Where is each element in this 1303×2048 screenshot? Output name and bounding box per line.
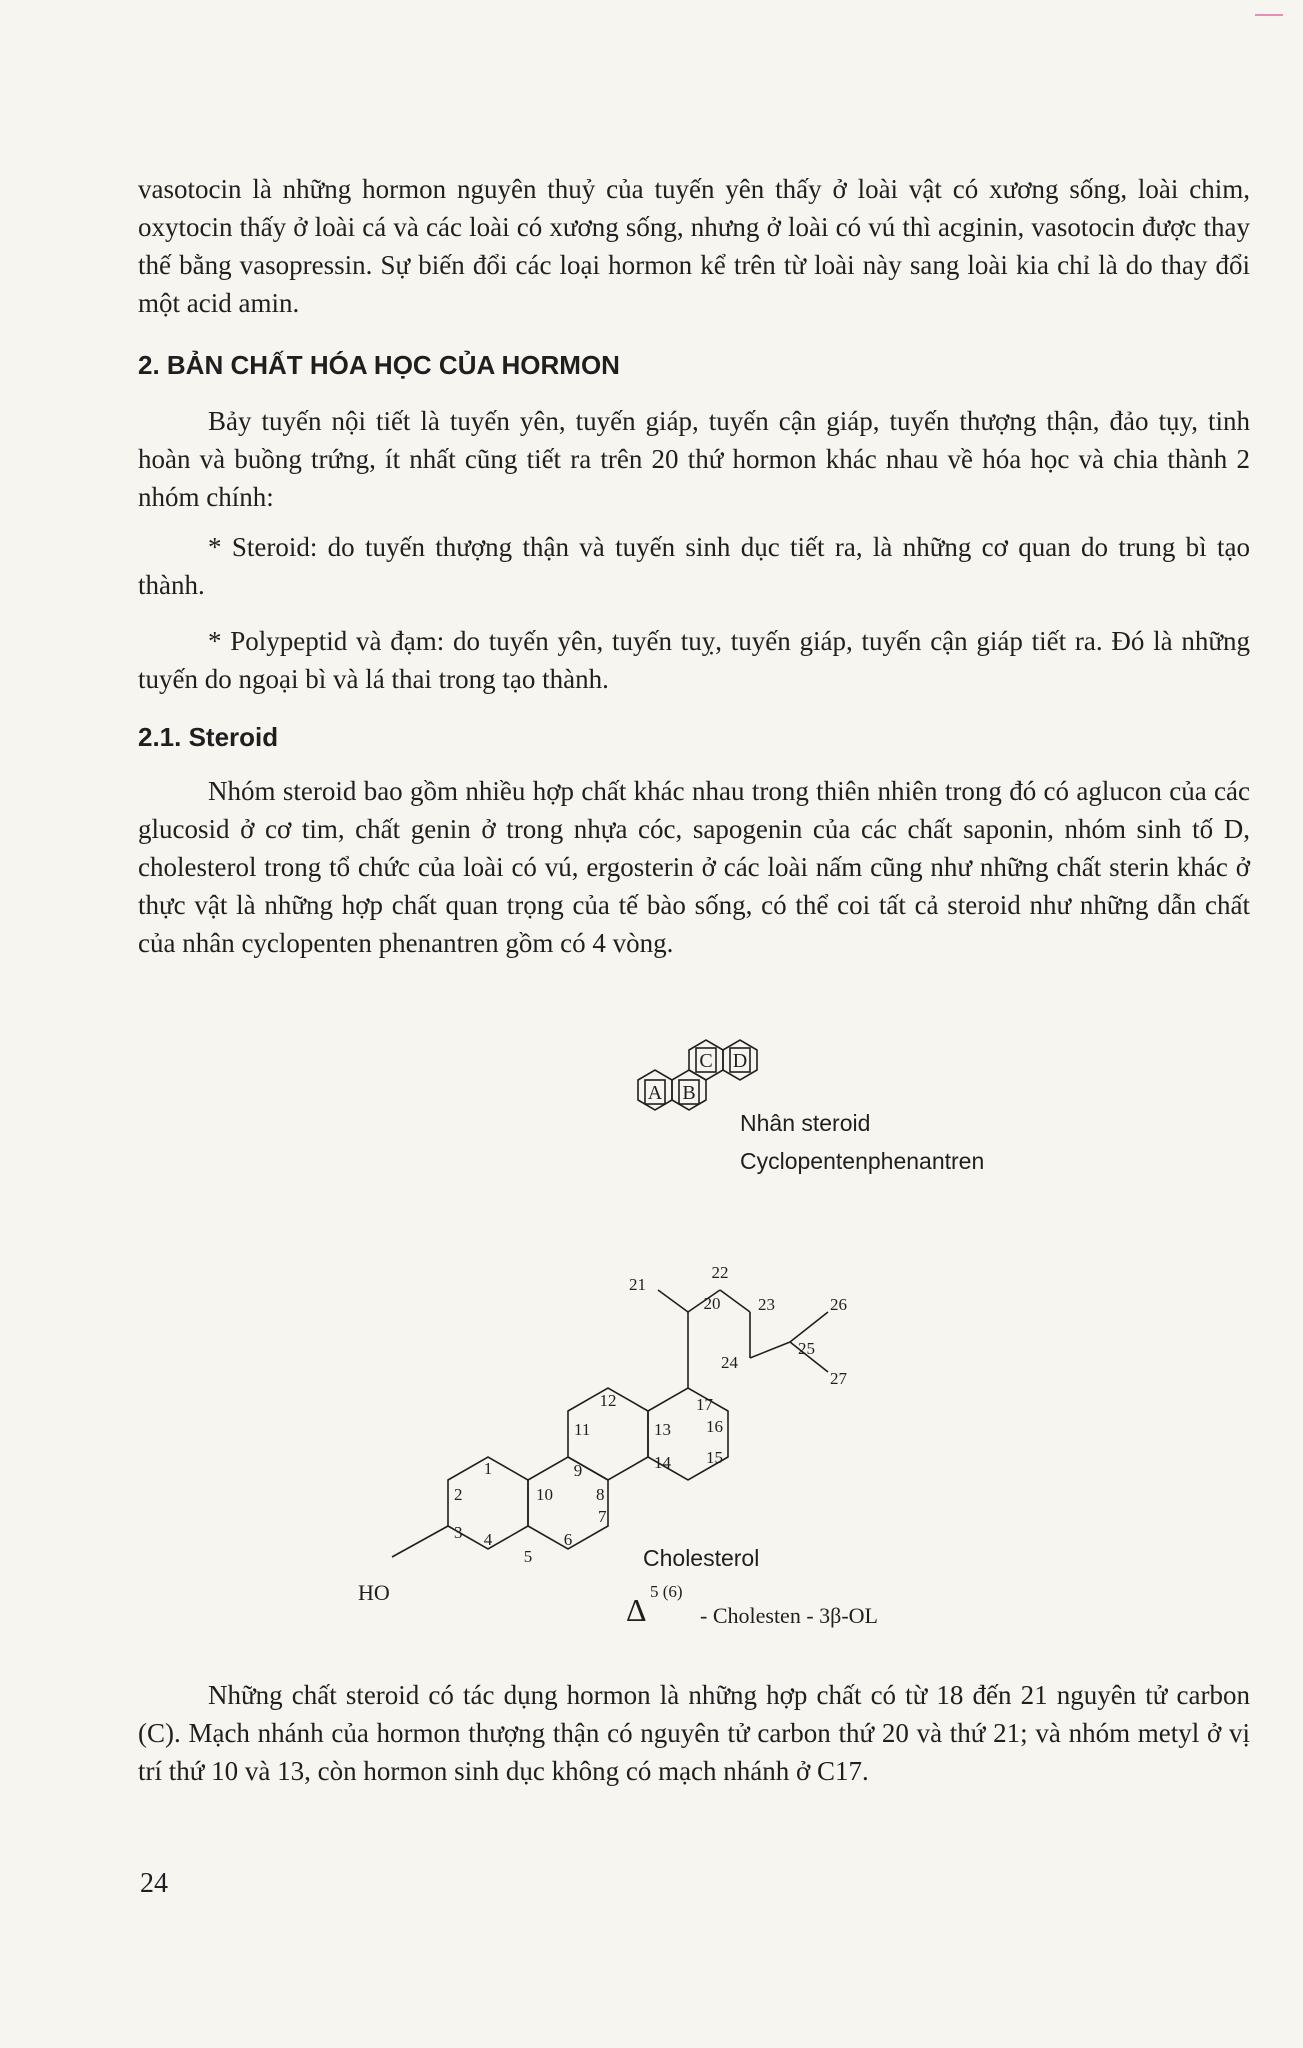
- page-number: 24: [140, 1868, 168, 1899]
- carbon-label-26: 26: [830, 1295, 847, 1314]
- ring-label-b: B: [682, 1082, 696, 1104]
- delta-superscript: 5 (6): [650, 1582, 683, 1601]
- carbon-label-2: 2: [454, 1485, 463, 1504]
- carbon-label-11: 11: [574, 1420, 591, 1439]
- figure1-caption-line1: Nhân steroid: [740, 1110, 871, 1136]
- paragraph-5: Nhóm steroid bao gồm nhiều hợp chất khác nhau trong thiên nhiên trong đó có aglucon của các glucosid ở cơ tim, chất genin ở trong nhựa cóc, sapogenin của các chất saponin, nhóm sinh tố D, cholesterol trong tổ chức của loài có vú, ergosterin ở các loài nấm cũng như những chất sterin khác ở thực vật là những hợp chất quan trọng của tế bào sống, có thể coi tất cả steroid như những dẫn chất của nhân cyclopenten phenantren gồm có 4 vòng.: [138, 776, 1250, 958]
- carbon-label-9: 9: [573, 1461, 583, 1480]
- carbon-label-17: 17: [696, 1395, 713, 1414]
- paragraph-4: * Polypeptid và đạm: do tuyến yên, tuyến tuỵ, tuyến giáp, tuyến cận giáp tiết ra. Đó là những tuyến do ngoại bì và lá thai trong tạo thành.: [138, 626, 1250, 694]
- figure2-name: Cholesterol: [643, 1545, 760, 1571]
- carbon-label-5: 5: [523, 1547, 533, 1566]
- delta-symbol: Δ: [626, 1592, 647, 1628]
- carbon-label-12: 12: [599, 1391, 617, 1410]
- carbon-label-14: 14: [654, 1453, 671, 1472]
- ring-label-a: A: [647, 1082, 663, 1104]
- carbon-label-22: 22: [711, 1263, 729, 1282]
- carbon-label-27: 27: [830, 1369, 847, 1388]
- carbon-label-24: 24: [721, 1353, 738, 1372]
- carbon-label-15: 15: [706, 1448, 723, 1467]
- carbon-label-7: 7: [598, 1507, 607, 1526]
- section-heading-2-1: 2.1. Steroid: [138, 722, 279, 752]
- carbon-label-25: 25: [798, 1339, 815, 1358]
- ring-label-d: D: [732, 1050, 748, 1072]
- carbon-label-1: 1: [483, 1459, 493, 1478]
- carbon-label-10: 10: [536, 1485, 553, 1504]
- carbon-label-6: 6: [563, 1530, 573, 1549]
- carbon-label-20: 20: [703, 1294, 721, 1313]
- section-heading-2: 2. BẢN CHẤT HÓA HỌC CỦA HORMON: [138, 350, 620, 380]
- ho-label: HO: [358, 1580, 390, 1605]
- carbon-label-23: 23: [758, 1295, 775, 1314]
- ring-label-c: C: [699, 1050, 713, 1072]
- systematic-name: - Cholesten - 3β-OL: [700, 1603, 878, 1628]
- page-edge-mark: [1255, 0, 1283, 16]
- carbon-label-4: 4: [483, 1530, 493, 1549]
- carbon-label-3: 3: [454, 1523, 463, 1542]
- paragraph-6: Những chất steroid có tác dụng hormon là những hợp chất có từ 18 đến 21 nguyên tử carbon (C). Mạch nhánh của hormon thượng thận có nguyên tử carbon thứ 20 và thứ 21; và nhóm metyl ở vị trí thứ 10 và 13, còn hormon sinh dục không có mạch nhánh ở C17.: [138, 1680, 1250, 1786]
- paragraph-1: vasotocin là những hormon nguyên thuỷ của tuyến yên thấy ở loài vật có xương sống, loài chim, oxytocin thấy ở loài cá và các loài có xương sống, nhưng ở loài có vú thì acginin, vasotocin được thay thế bằng vasopressin. Sự biến đổi các loại hormon kể trên từ loài này sang loài kia chỉ là do thay đổi một acid amin.: [138, 174, 1250, 318]
- carbon-label-8: 8: [596, 1485, 605, 1504]
- carbon-label-16: 16: [706, 1417, 723, 1436]
- paragraph-3: * Steroid: do tuyến thượng thận và tuyến sinh dục tiết ra, là những cơ quan do trung bì tạo thành.: [138, 532, 1250, 600]
- carbon-label-13: 13: [654, 1420, 671, 1439]
- paragraph-2: Bảy tuyến nội tiết là tuyến yên, tuyến giáp, tuyến cận giáp, tuyến thượng thận, đảo tụy, tinh hoàn và buồng trứng, ít nhất cũng tiết ra trên 20 thứ hormon khác nhau về hóa học và chia thành 2 nhóm chính:: [138, 406, 1250, 512]
- figure1-caption-line2: Cyclopentenphenantren: [740, 1148, 985, 1174]
- carbon-label-21: 21: [629, 1275, 646, 1294]
